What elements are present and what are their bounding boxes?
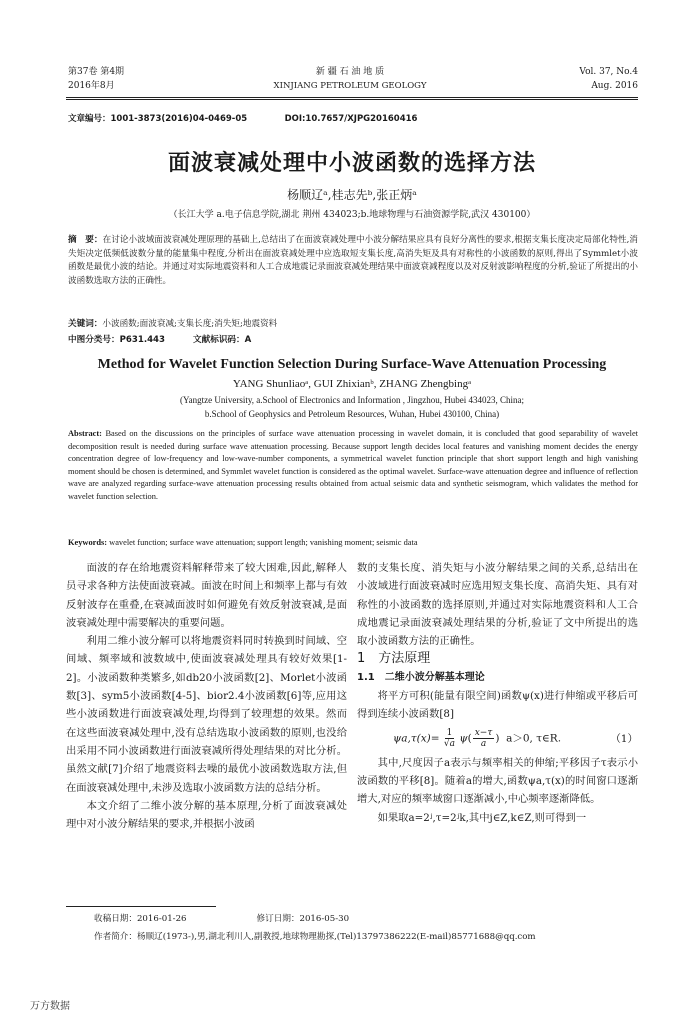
abstract-cn <box>68 234 638 288</box>
article-no: 1001-3873(2016)04-0469-05 <box>110 114 248 124</box>
section-heading-1: 1 方法原理 <box>357 651 431 667</box>
authors-cn: 杨顺辽ᵃ,桂志先ᵇ,张正炳ᵃ <box>287 188 417 202</box>
body-paragraph: 如果取a=2ʲ,τ=2ʲk,其中j∈Z,k∈Z,则可得到一 <box>377 811 587 824</box>
abstract-en-label: Abstract: <box>68 429 102 438</box>
equation-number: （1） <box>610 732 638 745</box>
header-journal-en: XINJIANG PETROLEUM GEOLOGY <box>273 81 427 91</box>
clc-value: P631.443 <box>119 335 166 345</box>
title-en: Method for Wavelet Function Selection During Surface-Wave Attenuation Processing <box>97 357 607 372</box>
abstract-cn-text: 在讨论小波域面波衰减处理原理的基础上,总结出了在面波衰减处理中小波分解结果应具有良好分离性的要求,根据支集长度决定局部化特性,消失矩决定低频低波数分量的能量集中程度,分析出在面波衰减处理中应选取短支集长度,高消失矩及具有对称性的小波函数的原则,得出了Symmlet小波函数是最优小波的结论。并通过对实际地震资料和人工合成地震记录面波衰减处理结果中面波衰减程度以及对反射波影响程度的分析,验证了所提出的小波函数选取方法的正确性。 <box>68 235 638 286</box>
abstract-cn-label: 摘 要： <box>68 235 103 245</box>
title-cn: 面波衰减处理中小波函数的选择方法 <box>167 151 536 176</box>
equation-condition: a＞0, τ∈R. <box>506 732 562 745</box>
equation-1 <box>357 724 638 754</box>
equation-fraction-1: $\frac{1}{√a}$ <box>443 728 456 750</box>
body-paragraph: 本文介绍了二维小波分解的基本原理,分析了面波衰减处理中对小波分解结果的要求,并根据小波函 <box>66 799 347 831</box>
article-meta <box>68 112 417 124</box>
abstract-en <box>68 428 638 503</box>
footnote-rule <box>66 906 216 907</box>
keywords-en-text: wavelet function; surface wave attenuation; support length; vanishing moment; seismic data <box>109 538 418 547</box>
header-date-en: Aug. 2016 <box>591 81 638 91</box>
header-volume-cn: 第37卷 第4期 <box>68 67 125 77</box>
footnote-dates <box>94 912 349 924</box>
body-column-left <box>66 559 347 833</box>
authors-en: YANG Shunliaoᵃ, GUI Zhixianᵇ, ZHANG Zhengbingᵃ <box>232 378 472 390</box>
received-date: 收稿日期：2016-01-26 <box>94 914 187 924</box>
keywords-cn-text: 小波函数;面波衰减;支集长度;消失矩;地震资料 <box>102 319 278 329</box>
affiliation-en-2: b.School of Geophysics and Petroleum Resources, Wuhan, Hubei 430100, China) <box>204 409 500 419</box>
body-paragraph: 其中,尺度因子a表示与频率相关的伸缩;平移因子τ表示小波函数的平移[8]。随着a的增大,函数ψa,τ(x)的时间窗口逐渐增大,对应的频率域窗口逐渐减小,中心频率逐渐降低。 <box>357 756 638 806</box>
header-volume-en: Vol. 37, No.4 <box>579 67 638 77</box>
keywords-en-label: Keywords: <box>68 538 108 547</box>
affiliation-en-1: (Yangtze University, a.School of Electronics and Information , Jingzhou, Hubei 434023, China; <box>180 395 524 405</box>
body-paragraph: 将平方可积(能量有限空间)函数ψ(x)进行伸缩或平移后可得到连续小波函数[8] <box>357 690 638 721</box>
keywords-en <box>68 538 418 547</box>
keywords-cn-label: 关键词： <box>68 319 103 329</box>
header-date-cn: 2016年8月 <box>68 81 115 91</box>
header-journal-cn: 新 疆 石 油 地 质 <box>315 67 385 77</box>
section-heading-1-1: 1.1 二维小波分解基本理论 <box>357 671 485 683</box>
body-column-right <box>357 559 638 827</box>
header-rule <box>66 97 638 98</box>
body-paragraph: 面波的存在给地震资料解释带来了较大困难,因此,解释人员寻求各种方法使面波衰减。面波在时间上和频率上都与有效反射波存在重叠,在衰减面波时如何避免有效反射波衰减,是面波衰减处理中需要解决的重要问题。 <box>66 562 347 629</box>
equation-fraction-2: $\frac{x-\tau}{a}$ <box>474 728 493 750</box>
abstract-en-text: Based on the discussions on the principles of surface wave attenuation processing in wavelet domain, it is concluded that good separability of wavelet decomposition result is needed during surface wave attenuation processing. Because support length decides local features and vanishing moment decides the energy concentration degree of low-frequency and low-wave-number components, a symmetrical wavelet function principle that short support length and high vanishing moment should be chosen is determined, and Symmlet wavelet function is considered as the optimal wavelet. Surface-wave attenuation degree and influence of reflection wave are analyzed regarding surface-wave attenuation processing results obtained from actual seismic data and synthetic seismogram, which validates the method for wavelet function selection. <box>68 429 639 501</box>
clc-label: 中图分类号： <box>68 335 120 345</box>
equation-body: ψa,τ(x)= $\frac{1}{√a}$ ψ( $\frac{x-\tau}{a}$ ) a＞0, τ∈R. <box>393 728 562 750</box>
keywords-cn <box>68 317 277 329</box>
affiliation-cn: （长江大学 a.电子信息学院,湖北 荆州 434023;b.地球物理与石油资源学院,武汉 430100） <box>168 210 536 220</box>
article-no-label: 文章编号： <box>68 114 111 124</box>
revised-date: 修订日期：2016-05-30 <box>256 914 350 924</box>
body-paragraph: 利用二维小波分解可以将地震资料同时转换到时间域、空间域、频率域和波数域中,使面波衰减处理具有较好效果[1-2]。小波函数种类繁多,如db20小波函数[2]、Morlet小波函数[3]、sym5小波函数[4-5]、bior2.4小波函数[6]等,应用这些小波函数进行面波衰减处理,均得到了较理想的效果。然而在这些面波衰减处理中,没有总结选取小波函数的原则,也没给出采用不同小波函数进行面波衰减所得处理结果的对比分析。虽然文献[7]介绍了地震资料去噪的最优小波函数选取方法,但在面波衰减处理中,未涉及选取小波函数方法的总结分析。 <box>66 635 347 794</box>
classification <box>68 333 251 345</box>
body-paragraph: 数的支集长度、消失矩与小波分解结果之间的关系,总结出在小波域进行面波衰减时应选用短支集长度、高消失矩、具有对称性的小波函数的选择原则,并通过对实际地震资料和人工合成地震记录面波衰减处理结果的分析,验证了文中所提出的选取小波函数方法的正确性。 <box>357 562 638 648</box>
equation-lhs: ψa,τ(x)= <box>393 732 440 745</box>
doi: DOI:10.7657/XJPG20160416 <box>284 114 418 124</box>
doc-code-value: A <box>244 335 252 345</box>
watermark: 万方数据 <box>30 1001 70 1012</box>
author-bio: 作者简介：杨顺辽(1973-),男,湖北利川人,副教授,地球物理勘探,(Tel)13797386222(E-mail)85771688@qq.com <box>94 932 536 942</box>
doc-code-label: 文献标识码： <box>193 335 245 345</box>
header-rule-2 <box>66 99 638 100</box>
